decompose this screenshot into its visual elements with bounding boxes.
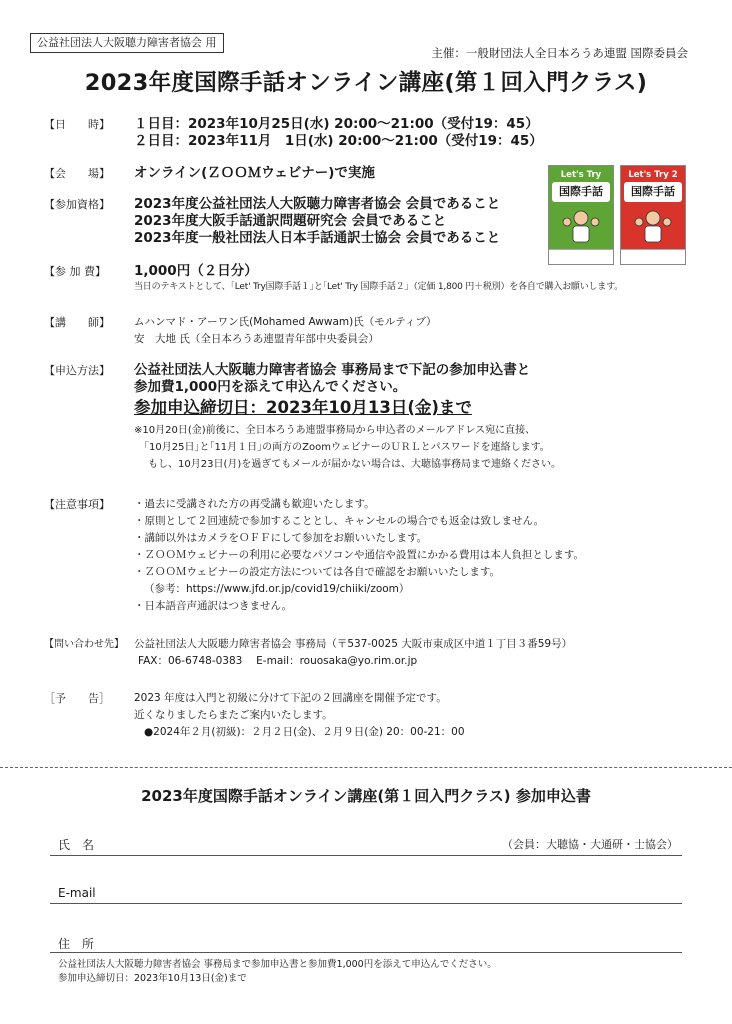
signing-figure-icon	[559, 208, 603, 244]
eligibility-item: 2023年度一般社団法人日本手話通訳士協会 会員であること	[134, 230, 501, 246]
sponsor-text: 主催：一般財団法人全日本ろうあ連盟 国際委員会	[431, 46, 688, 60]
textbook-1-series: Let's Try	[560, 170, 602, 180]
note-item: ・日本語音声通訳はつきません。	[134, 600, 293, 612]
schedule-day2: ２日目：2023年11月 1日(水) 20:00～21:00（受付19：45）	[134, 133, 543, 149]
note-item: ・原則として２回連続で参加することとし、キャンセルの場合でも返金は致しません。	[134, 515, 545, 527]
textbook-1-title: 国際手話	[552, 182, 610, 202]
fee-note: 当日のテキストとして、｢Let' Try国際手話１｣と｢Let' Try 国際手話２｣（定価 1,800 円＋税別）を各自で購入お願いします。	[134, 282, 623, 292]
apply-deadline: 参加申込締切日：2023年10月13日(金)まで	[134, 398, 472, 417]
address-field-line[interactable]	[50, 952, 682, 953]
textbook-cover-1	[548, 165, 614, 265]
note-item-reference: （参考：https://www.jfd.or.jp/covid19/chiiki/zoom）	[144, 583, 410, 595]
textbook-2-title: 国際手話	[624, 182, 682, 202]
form-footer-deadline: 参加申込締切日：2023年10月13日(金)まで	[58, 973, 247, 984]
email-field-label: E-mail	[58, 886, 96, 900]
note-item: ・過去に受講された方の再受講も歓迎いたします。	[134, 498, 375, 510]
name-field-label: 氏 名	[58, 838, 95, 852]
textbook-images	[548, 165, 688, 265]
preview-line2: 近くなりましたらまたご案内いたします。	[134, 709, 333, 721]
schedule-day1: １日目：2023年10月25日(水) 20:00～21:00（受付19：45）	[134, 116, 539, 132]
member-note: （会員：大聴協・大通研・士協会）	[502, 838, 678, 851]
eligibility-item: 2023年度大阪手話通訳問題研究会 会員であること	[134, 213, 447, 229]
cut-line-divider	[0, 767, 732, 768]
address-field-label: 住 所	[58, 937, 95, 951]
instructor-2: 安 大地 氏（全日本ろうあ連盟青年部中央委員会）	[134, 333, 379, 345]
form-footer-instruction: 公益社団法人大阪聴力障害者協会 事務局まで参加申込書と参加費1,000円を添えて申込んでください。	[58, 959, 497, 970]
fee-amount: 1,000円（２日分）	[134, 263, 258, 279]
eligibility-label: 【参加資格】	[44, 198, 110, 211]
apply-note1: ※10月20日(金)前後に、全日本ろうあ連盟事務局から申込者のメールアドレス宛に直接、	[134, 425, 536, 436]
textbook-2-series: Let's Try 2	[628, 170, 678, 180]
venue-label: 【会 場】	[44, 167, 110, 180]
textbook-2-footer	[621, 249, 685, 264]
name-field-line[interactable]	[50, 855, 682, 856]
note-item: ・ＺＯＯＭウェビナーの利用に必要なパソコンや通信や設置にかかる費用は本人負担とします。	[134, 549, 585, 561]
schedule-label: 【日 時】	[44, 118, 110, 131]
instructors-label: 【講 師】	[44, 316, 110, 329]
eligibility-item: 2023年度公益社団法人大阪聴力障害者協会 会員であること	[134, 196, 501, 212]
apply-note3: もし、10月23日(月)を過ぎてもメールが届かない場合は、大聴協事務局まで連絡ください。	[148, 459, 562, 470]
apply-line2: 参加費1,000円を添えて申込んでください。	[134, 379, 407, 395]
note-item: ・講師以外はカメラをＯＦＦにして参加をお願いいたします。	[134, 532, 428, 544]
venue-text: オンライン(ＺＯＯＭウェビナー)で実施	[134, 165, 375, 181]
contact-address: 公益社団法人大阪聴力障害者協会 事務局（〒537-0025 大阪市東成区中道１丁目３番59号）	[134, 638, 573, 650]
preview-label: ［予 告］	[44, 692, 110, 705]
note-item: ・ＺＯＯＭウェビナーの設定方法については各自で確認をお願いいたします。	[134, 566, 501, 578]
apply-note2: ｢10月25日｣と｢11月１日｣の両方のZoomウェビナーのＵＲＬとパスワードを連絡します。	[144, 442, 550, 453]
preview-line3: ●2024年２月(初級)：２月２日(金)、２月９日(金) 20：00-21：00	[144, 726, 465, 738]
textbook-cover-2	[620, 165, 686, 265]
fee-label: 【参 加 費】	[44, 265, 106, 278]
form-title: 2023年度国際手話オンライン講座(第１回入門クラス) 参加申込書	[141, 787, 591, 805]
preview-line1: 2023 年度は入門と初級に分けて下記の２回講座を開催予定です。	[134, 692, 447, 704]
instructor-1: ムハンマド・アーワン氏(Mohamed Awwam)氏（モルティブ）	[134, 316, 437, 328]
email-field-line[interactable]	[50, 903, 682, 904]
contact-fax-email: FAX：06-6748-0383 E-mail：rouosaka@yo.rim.or.jp	[138, 655, 418, 667]
org-usage-label: 公益社団法人大阪聴力障害者協会 用	[30, 33, 224, 53]
textbook-1-footer	[549, 249, 613, 264]
signing-figure-icon	[631, 208, 675, 244]
apply-line1: 公益社団法人大阪聴力障害者協会 事務局まで下記の参加申込書と	[134, 362, 531, 378]
notes-label: 【注意事項】	[44, 498, 110, 511]
apply-label: 【申込方法】	[44, 364, 110, 377]
contact-label: 【問い合わせ先】	[44, 639, 124, 650]
page-title: 2023年度国際手話オンライン講座(第１回入門クラス)	[84, 70, 648, 96]
